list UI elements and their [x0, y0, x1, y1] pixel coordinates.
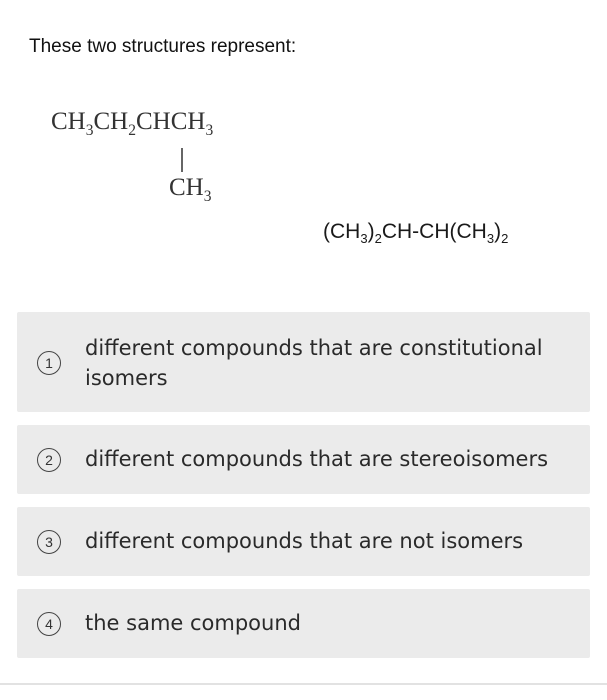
option-text: the same compound: [85, 611, 301, 635]
option-text: different compounds that are stereoisomers: [85, 447, 549, 471]
option-number-badge: 4: [37, 612, 61, 636]
option-text: different compounds that are constitutional isomers: [85, 336, 543, 390]
answer-option-2[interactable]: [17, 425, 590, 494]
structure-a-methyl-branch: $CH_3$: [169, 174, 212, 205]
structure-a-condensed-formula: [51, 108, 291, 208]
answer-options: [17, 312, 590, 671]
option-text: different compounds that are not isomers: [85, 529, 524, 553]
bottom-divider: [0, 683, 607, 685]
structure-a-main-chain: $CH_3CH_2CHCH_3$: [51, 108, 214, 139]
question-text: These two structures represent:: [29, 36, 297, 57]
option-number-badge: 3: [37, 530, 61, 554]
answer-option-4[interactable]: [17, 589, 590, 658]
structure-b-condensed-formula: $(CH_3)_2CH-CH(CH_3)_2$: [323, 220, 509, 247]
answer-option-1[interactable]: [17, 312, 590, 412]
option-number-badge: 1: [37, 351, 61, 375]
structure-a-branch-bond: [181, 148, 183, 172]
option-number-badge: 2: [37, 448, 61, 472]
answer-option-3[interactable]: [17, 507, 590, 576]
